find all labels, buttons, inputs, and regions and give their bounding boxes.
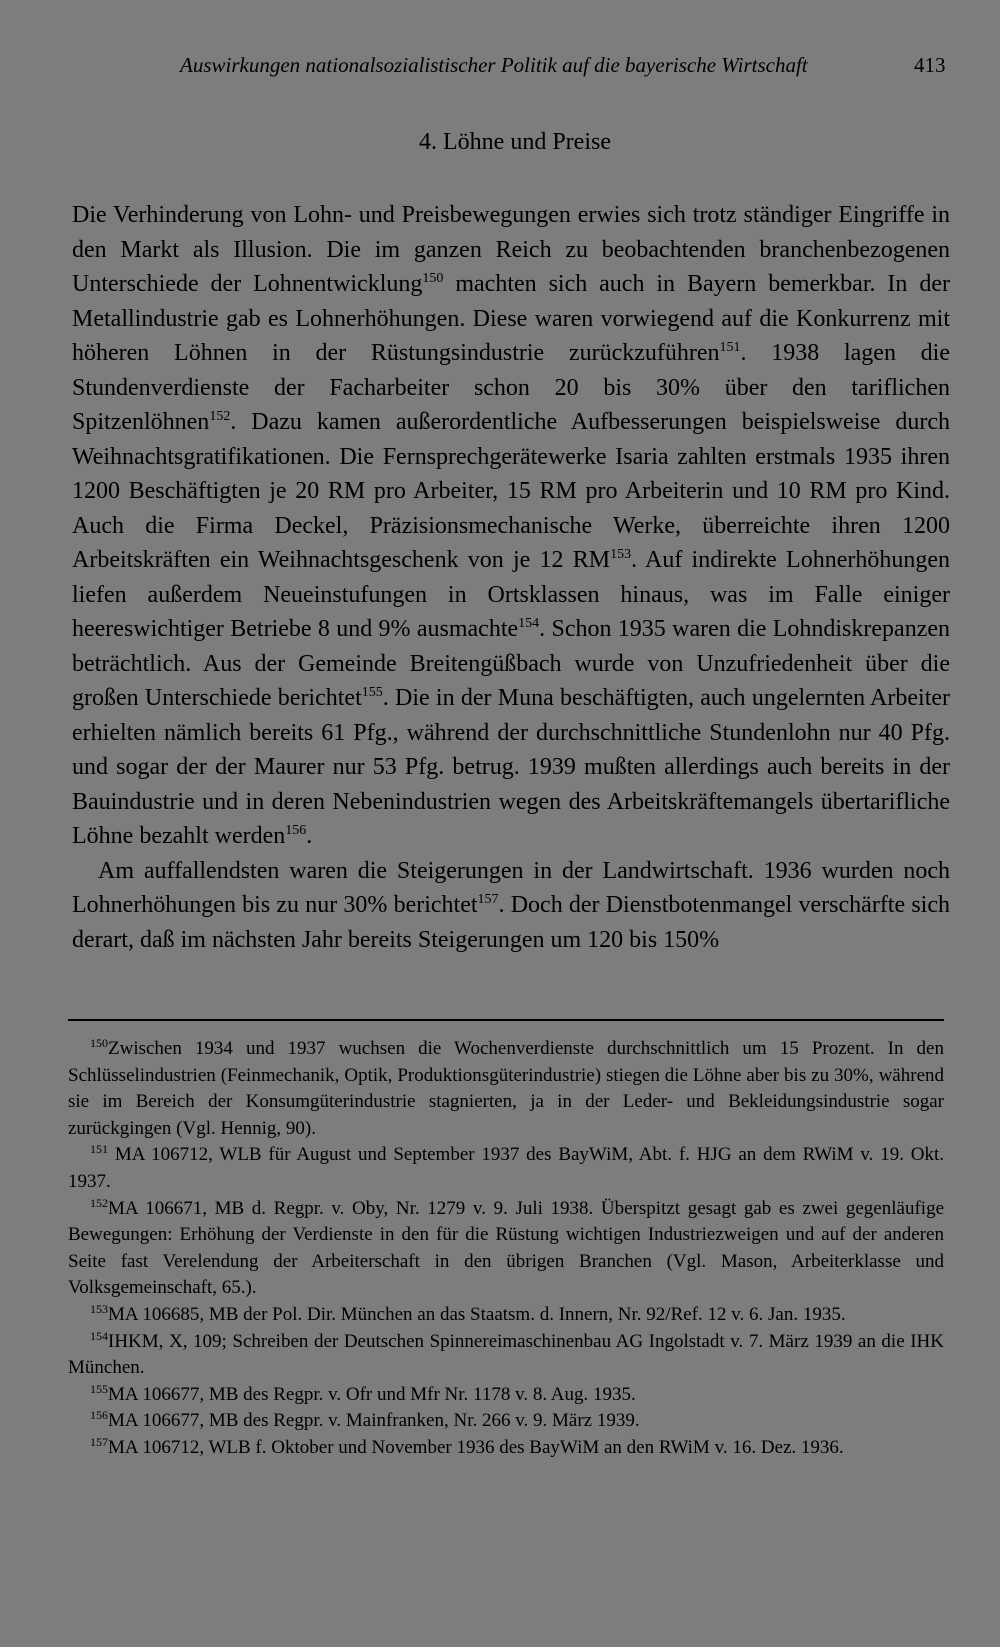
footnote-number: 151	[90, 1142, 108, 1157]
text-run: machten sich auch in Bayern bemerkbar. In der Metallindustrie gab es Lohnerhöhungen. Diese waren vorwiegend auf die Konkurrenz mit höheren Löhnen in der Rüstungsindustrie zurückzuführen	[72, 271, 950, 366]
footnote-ref: 154	[518, 616, 540, 631]
footnote	[68, 1408, 944, 1435]
text-run: . Die in der Muna beschäftigten, auch ungelernten Arbeiter erhielten nämlich bereits 61 Pfg., während der durchschnittliche Stundenlohn nur 40 Pfg. und sogar der der Maurer nur 53 Pfg. betrug. 1939 mußten allerdings auch bereits in der Bauindustrie und in deren Nebenindustrien wegen des Arbeitskräftemangels übertarifliche Löhne bezahlt werden	[72, 685, 950, 849]
footnote-ref: 156	[285, 823, 307, 838]
body-text	[72, 198, 950, 957]
footnote	[68, 1302, 944, 1329]
footnotes	[68, 1036, 944, 1462]
footnote-text: MA 106677, MB des Regpr. v. Ofr und Mfr Nr. 1178 v. 8. Aug. 1935.	[108, 1383, 636, 1405]
footnote-number: 154	[90, 1328, 108, 1343]
page-number: 413	[914, 53, 946, 77]
text-run: . Dazu kamen außerordentliche Aufbesserungen beispielsweise durch Weihnachtsgratifikationen. Die Fernsprechgerätewerke Isaria zahlten erstmals 1935 ihren 1200 Beschäftigten je 20 RM pro Arbeiter, 15 RM pro Arbeiterin und 10 RM pro Kind. Auch die Firma Deckel, Präzisionsmechanische Werke, überreichte ihren 1200 Arbeitskräften ein Weihnachtsgeschenk von je 12 RM	[72, 409, 950, 573]
paragraph	[72, 198, 950, 854]
text-run: Die Verhinderung von Lohn- und Preisbewegungen erwies sich trotz ständiger Eingriffe in den Markt als Illusion. Die im ganzen Reich zu beobachtenden branchenbezogenen Unterschiede der Lohnentwicklung	[72, 202, 950, 297]
footnote-text: IHKM, X, 109; Schreiben der Deutschen Spinnereimaschinenbau AG Ingolstadt v. 7. März 1939 an die IHK München.	[68, 1330, 944, 1379]
footnote	[68, 1435, 944, 1462]
footnote-ref: 152	[209, 409, 231, 424]
footnote-ref: 153	[610, 547, 632, 562]
text-run: Am auffallendsten waren die Steigerungen in der Landwirtschaft. 1936 wurden noch Lohnerhöhungen bis zu nur 30% berichtet	[72, 857, 950, 918]
footnote-ref: 150	[422, 271, 444, 286]
paragraph	[72, 854, 950, 958]
section-title: 4. Löhne und Preise	[419, 129, 611, 155]
footnote-divider	[68, 1019, 944, 1021]
footnote-text: MA 106712, WLB für August und September 1937 des BayWiM, Abt. f. HJG an dem RWiM v. 19. Okt. 1937.	[68, 1144, 945, 1192]
footnote-number: 152	[90, 1195, 108, 1210]
footnote	[68, 1382, 944, 1409]
footnote-ref: 151	[719, 340, 741, 355]
footnote-number: 153	[90, 1301, 108, 1316]
footnote-text: MA 106677, MB des Regpr. v. Mainfranken, Nr. 266 v. 9. März 1939.	[108, 1410, 640, 1432]
text-run: . Doch der Dienstbotenmangel verschärfte sich derart, daß im nächsten Jahr bereits Steigerungen um 120 bis 150%	[72, 892, 950, 953]
footnote	[68, 1196, 944, 1302]
text-run: . Auf indirekte Lohnerhöhungen liefen außerdem Neueinstufungen in Ortsklassen hinaus, was im Falle einiger heereswichtiger Betriebe 8 und 9% ausmachte	[72, 547, 951, 642]
text-run: . Schon 1935 waren die Lohndiskrepanzen beträchtlich. Aus der Gemeinde Breitengüßbach wurde von Unzufriedenheit über die großen Unterschiede berichtet	[72, 616, 950, 711]
footnote-text: MA 106712, WLB f. Oktober und November 1936 des BayWiM an den RWiM v. 16. Dez. 1936.	[108, 1436, 844, 1458]
text-run: . 1938 lagen die Stundenverdienste der Facharbeiter schon 20 bis 30% über den tariflichen Spitzenlöhnen	[72, 340, 950, 435]
footnote-number: 150	[90, 1036, 108, 1050]
footnote-number: 157	[90, 1434, 108, 1449]
footnote	[68, 1329, 944, 1382]
text-run: .	[306, 823, 313, 849]
footnote-ref: 155	[361, 685, 383, 700]
running-title: Auswirkungen nationalsozialistischer Politik auf die bayerische Wirtschaft	[180, 53, 808, 77]
footnote-text: MA 106671, MB d. Regpr. v. Oby, Nr. 1279 v. 9. Juli 1938. Überspitzt gesagt gab es zwei gegenläufige Bewegungen: Erhöhung der Verdienste in den für die Rüstung wichtigen Industriezweigen und auf der anderen Seite fast Verelendung der Arbeiterschaft in den übrigen Branchen (Vgl. Mason, Arbeiterklasse und Volksgemeinschaft, 65.).	[68, 1197, 944, 1299]
running-head	[0, 48, 1000, 82]
footnote-number: 155	[90, 1381, 108, 1396]
footnote	[68, 1142, 944, 1195]
footnote-ref: 157	[477, 892, 499, 907]
footnote-number: 156	[90, 1408, 108, 1423]
footnote-text: Zwischen 1934 und 1937 wuchsen die Wochenverdienste durchschnittlich um 15 Prozent. In den Schlüsselindustrien (Feinmechanik, Optik, Produktionsgüterindustrie) stiegen die Löhne aber bis zu 30%, während sie im Bereich der Konsumgüterindustrie stagnierten, ja in der Leder- und Bekleidungsindustrie sogar zurückgingen (Vgl. Hennig, 90).	[68, 1038, 944, 1139]
footnote-text: MA 106685, MB der Pol. Dir. München an das Staatsm. d. Innern, Nr. 92/Ref. 12 v. 6. Jan. 1935.	[108, 1303, 846, 1325]
footnote	[68, 1036, 944, 1142]
